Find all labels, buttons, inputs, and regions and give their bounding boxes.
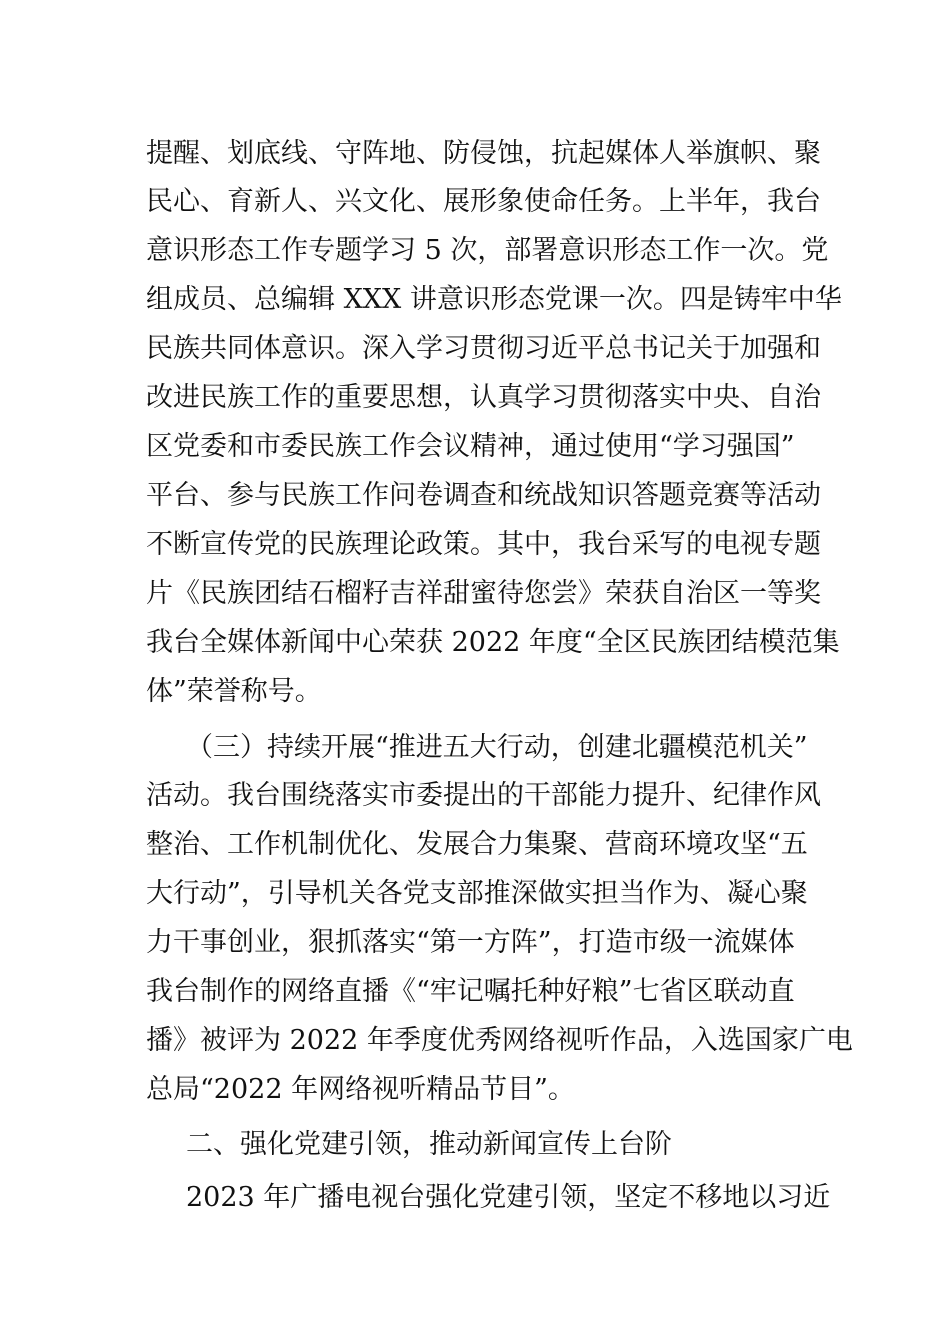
text-line: （三）持续开展“推进五大行动，创建北疆模范机关” bbox=[186, 732, 808, 763]
text-line: 力干事创业，狠抓落实“第一方阵”，打造市级一流媒体 bbox=[146, 927, 795, 958]
text-line: 我台制作的网络直播《“牢记嘱托种好粮”七省区联动直 bbox=[146, 976, 795, 1007]
text-line: 不断宣传党的民族理论政策。其中，我台采写的电视专题 bbox=[146, 529, 821, 560]
text-line: 民心、育新人、兴文化、展形象使命任务。上半年，我台 bbox=[146, 186, 821, 217]
text-line: 区党委和市委民族工作会议精神，通过使用“学习强国” bbox=[146, 431, 795, 462]
text-line: 民族共同体意识。深入学习贯彻习近平总书记关于加强和 bbox=[146, 333, 821, 364]
text-line: 片《民族团结石榴籽吉祥甜蜜待您尝》荣获自治区一等奖 bbox=[146, 578, 821, 609]
text-line: 平台、参与民族工作问卷调查和统战知识答题竞赛等活动 bbox=[146, 480, 821, 511]
text-line: 2023 年广播电视台强化党建引领，坚定不移地以习近 bbox=[186, 1182, 831, 1213]
text-line: 意识形态工作专题学习 5 次，部署意识形态工作一次。党 bbox=[146, 235, 829, 266]
text-line: 播》被评为 2022 年季度优秀网络视听作品，入选国家广电 bbox=[146, 1025, 853, 1056]
text-line: 大行动”，引导机关各党支部推深做实担当作为、凝心聚 bbox=[146, 878, 808, 909]
text-line: 整治、工作机制优化、发展合力集聚、营商环境攻坚“五 bbox=[146, 829, 808, 860]
section-heading: 二、强化党建引领，推动新闻宣传上台阶 bbox=[186, 1129, 672, 1160]
text-line: 改进民族工作的重要思想，认真学习贯彻落实中央、自治 bbox=[146, 382, 821, 413]
text-line: 体”荣誉称号。 bbox=[146, 676, 322, 707]
text-line: 我台全媒体新闻中心荣获 2022 年度“全区民族团结模范集 bbox=[146, 627, 840, 658]
text-line: 组成员、总编辑 XXX 讲意识形态党课一次。四是铸牢中华 bbox=[146, 284, 842, 315]
text-line: 提醒、划底线、守阵地、防侵蚀，抗起媒体人举旗帜、聚 bbox=[146, 138, 821, 169]
text-line: 活动。我台围绕落实市委提出的干部能力提升、纪律作风 bbox=[146, 780, 821, 811]
text-line: 总局“2022 年网络视听精品节目”。 bbox=[146, 1074, 575, 1105]
